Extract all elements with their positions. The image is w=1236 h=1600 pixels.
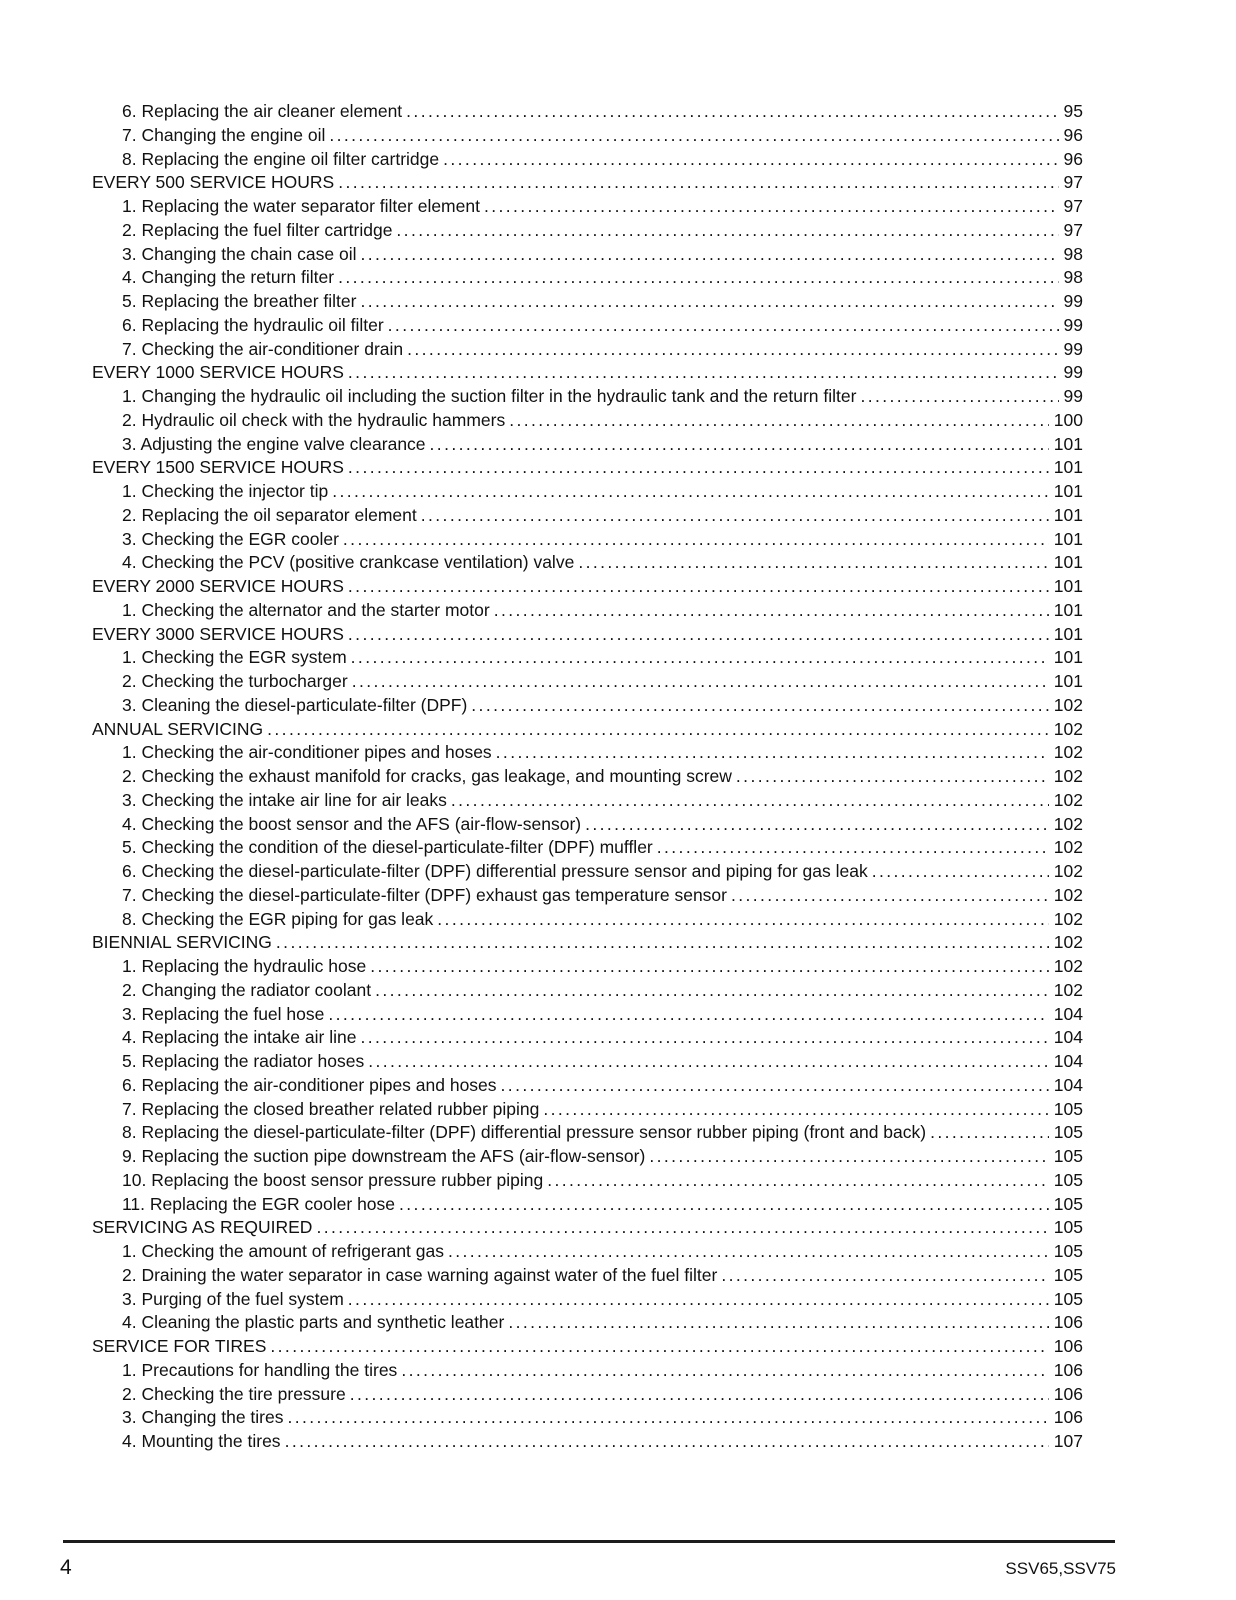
toc-entry-title: 6. Replacing the hydraulic oil filter xyxy=(122,314,384,335)
toc-entry-page-number: 104 xyxy=(1053,1003,1083,1024)
toc-dot-leader xyxy=(645,1145,1048,1169)
toc-entry-page-number: 105 xyxy=(1053,1241,1083,1261)
toc-entry-page-number: 99 xyxy=(1063,291,1083,311)
toc-entry-page-number: 107 xyxy=(1053,1431,1083,1451)
toc-entry-page-number: 101 xyxy=(1053,576,1083,596)
toc-item-entry xyxy=(92,1074,1083,1098)
toc-item-entry xyxy=(92,1026,1083,1050)
toc-entry-title: 3. Changing the chain case oil xyxy=(122,243,357,264)
toc-entry-page-number: 105 xyxy=(1053,1264,1083,1285)
toc-entry-title: 4. Cleaning the plastic parts and synthetic leather xyxy=(122,1312,505,1333)
toc-dot-leader xyxy=(727,884,1049,908)
toc-item-entry xyxy=(92,789,1083,813)
toc-entry-page-number: 104 xyxy=(1053,1074,1083,1095)
toc-dot-leader xyxy=(426,433,1049,457)
toc-entry-page-number: 100 xyxy=(1053,409,1083,430)
toc-entry-page-number: 106 xyxy=(1053,1312,1083,1333)
toc-entry-title: 3. Replacing the fuel hose xyxy=(122,1003,325,1024)
toc-item-entry xyxy=(92,100,1083,124)
toc-item-entry xyxy=(92,1383,1083,1407)
toc-entry-page-number: 106 xyxy=(1053,1383,1083,1404)
toc-entry-page-number: 105 xyxy=(1053,1193,1083,1214)
toc-item-entry xyxy=(92,243,1083,267)
toc-entry-page-number: 102 xyxy=(1053,908,1083,929)
toc-item-entry xyxy=(92,836,1083,860)
toc-entry-title: 6. Checking the diesel-particulate-filter (DPF) differential pressure sensor and piping for gas leak xyxy=(122,861,868,881)
toc-entry-title: 1. Changing the hydraulic oil including the suction filter in the hydraulic tank and the return filter xyxy=(122,386,857,406)
toc-dot-leader xyxy=(334,171,1058,195)
toc-entry-page-number: 102 xyxy=(1053,742,1083,763)
toc-entry-page-number: 97 xyxy=(1063,219,1083,240)
toc-entry-page-number: 102 xyxy=(1053,766,1083,786)
toc-dot-leader xyxy=(325,124,1058,148)
toc-entry-title: EVERY 1500 SERVICE HOURS xyxy=(92,457,344,478)
toc-entry-title: 3. Adjusting the engine valve clearance xyxy=(122,433,426,454)
toc-entry-title: SERVICING AS REQUIRED xyxy=(92,1217,313,1238)
toc-item-entry xyxy=(92,884,1083,908)
toc-dot-leader xyxy=(717,1264,1048,1288)
toc-entry-page-number: 101 xyxy=(1053,481,1083,501)
toc-item-entry xyxy=(92,314,1083,338)
toc-dot-leader xyxy=(490,599,1049,623)
toc-entry-title: 7. Checking the diesel-particulate-filter (DPF) exhaust gas temperature sensor xyxy=(122,884,727,905)
toc-entry-title: 1. Checking the EGR system xyxy=(122,647,347,668)
toc-dot-leader xyxy=(395,1193,1049,1217)
toc-entry-page-number: 105 xyxy=(1053,1217,1083,1238)
toc-entry-page-number: 101 xyxy=(1053,623,1083,644)
toc-item-entry xyxy=(92,1050,1083,1074)
toc-entry-title: 8. Checking the EGR piping for gas leak xyxy=(122,908,434,929)
toc-entry-page-number: 102 xyxy=(1053,861,1083,881)
toc-item-entry xyxy=(92,1193,1083,1217)
toc-entry-title: 7. Checking the air-conditioner drain xyxy=(122,338,404,359)
toc-item-entry xyxy=(92,504,1083,528)
toc-entry-title: 6. Replacing the air cleaner element xyxy=(122,101,403,121)
toc-entry-page-number: 99 xyxy=(1063,386,1083,406)
toc-dot-leader xyxy=(344,575,1049,599)
toc-entry-page-number: 99 xyxy=(1063,338,1083,359)
toc-entry-title: 3. Checking the EGR cooler xyxy=(122,528,339,549)
toc-item-entry xyxy=(92,124,1083,148)
toc-dot-leader xyxy=(497,1074,1049,1098)
toc-item-entry xyxy=(92,409,1083,433)
toc-entry-page-number: 96 xyxy=(1063,148,1083,169)
toc-entry-page-number: 101 xyxy=(1053,647,1083,668)
toc-dot-leader xyxy=(653,836,1049,860)
toc-item-entry xyxy=(92,1406,1083,1430)
toc-entry-title: 2. Checking the tire pressure xyxy=(122,1383,346,1404)
toc-entry-page-number: 106 xyxy=(1053,1359,1083,1380)
toc-dot-leader xyxy=(348,670,1049,694)
toc-dot-leader xyxy=(328,480,1049,504)
toc-dot-leader xyxy=(439,148,1058,172)
toc-item-entry xyxy=(92,1098,1083,1122)
toc-item-entry xyxy=(92,1121,1083,1145)
toc-entry-page-number: 101 xyxy=(1053,552,1083,573)
toc-item-entry xyxy=(92,1145,1083,1169)
toc-entry-page-number: 101 xyxy=(1053,433,1083,454)
toc-entry-title: 1. Checking the air-conditioner pipes and hoses xyxy=(122,742,492,763)
toc-entry-title: 3. Checking the intake air line for air leaks xyxy=(122,789,447,810)
toc-entry-title: 3. Purging of the fuel system xyxy=(122,1288,344,1309)
toc-section-entry xyxy=(92,171,1083,195)
toc-entry-title: 3. Cleaning the diesel-particulate-filter (DPF) xyxy=(122,694,468,715)
toc-dot-leader xyxy=(480,195,1059,219)
toc-entry-page-number: 105 xyxy=(1053,1169,1083,1190)
toc-entry-page-number: 101 xyxy=(1053,528,1083,549)
toc-item-entry xyxy=(92,955,1083,979)
toc-entry-title: 2. Replacing the fuel filter cartridge xyxy=(122,219,393,240)
toc-entry-page-number: 98 xyxy=(1063,267,1083,288)
toc-dot-leader xyxy=(539,1098,1048,1122)
toc-item-entry xyxy=(92,266,1083,290)
toc-dot-leader xyxy=(324,1003,1048,1027)
toc-entry-page-number: 102 xyxy=(1053,932,1083,953)
toc-entry-title: 8. Replacing the diesel-particulate-filter (DPF) differential pressure sensor rubber piping (front and back) xyxy=(122,1122,927,1143)
toc-entry-title: 1. Checking the alternator and the starter motor xyxy=(122,599,490,620)
footer-divider xyxy=(63,1540,1115,1543)
toc-dot-leader xyxy=(492,741,1049,765)
toc-dot-leader xyxy=(397,1359,1048,1383)
toc-dot-leader xyxy=(344,623,1049,647)
toc-entry-title: 1. Checking the injector tip xyxy=(122,481,329,501)
toc-dot-leader xyxy=(266,1335,1048,1359)
toc-item-entry xyxy=(92,979,1083,1003)
toc-entry-page-number: 105 xyxy=(1053,1122,1083,1143)
toc-dot-leader xyxy=(366,955,1049,979)
toc-dot-leader xyxy=(433,908,1049,932)
toc-dot-leader xyxy=(339,528,1049,552)
toc-entry-title: 10. Replacing the boost sensor pressure rubber piping xyxy=(122,1169,544,1190)
toc-section-entry xyxy=(92,718,1083,742)
toc-entry-page-number: 102 xyxy=(1053,694,1083,715)
toc-entry-title: 4. Replacing the intake air line xyxy=(122,1027,357,1048)
toc-item-entry xyxy=(92,599,1083,623)
toc-entry-title: 8. Replacing the engine oil filter cartridge xyxy=(122,148,440,169)
toc-entry-title: EVERY 3000 SERVICE HOURS xyxy=(92,623,344,644)
toc-entry-title: EVERY 2000 SERVICE HOURS xyxy=(92,576,344,596)
toc-item-entry xyxy=(92,1003,1083,1027)
toc-item-entry xyxy=(92,1359,1083,1383)
toc-dot-leader xyxy=(402,100,1058,124)
toc-item-entry xyxy=(92,219,1083,243)
toc-dot-leader xyxy=(356,1026,1048,1050)
toc-item-entry xyxy=(92,1240,1083,1264)
toc-entry-title: 2. Replacing the oil separator element xyxy=(122,504,417,525)
toc-dot-leader xyxy=(344,361,1059,385)
toc-dot-leader xyxy=(732,765,1049,789)
toc-item-entry xyxy=(92,1288,1083,1312)
toc-dot-leader xyxy=(417,504,1049,528)
toc-entry-title: 4. Mounting the tires xyxy=(122,1431,281,1451)
toc-entry-title: 2. Checking the turbocharger xyxy=(122,671,348,691)
toc-item-entry xyxy=(92,741,1083,765)
footer-page-number: 4 xyxy=(60,1556,72,1579)
toc-entry-title: 5. Replacing the radiator hoses xyxy=(122,1051,365,1071)
toc-entry-title: BIENNIAL SERVICING xyxy=(92,932,272,953)
toc-entry-page-number: 105 xyxy=(1053,1288,1083,1309)
toc-entry-page-number: 105 xyxy=(1053,1146,1083,1166)
toc-entry-title: 1. Replacing the hydraulic hose xyxy=(122,956,367,976)
toc-dot-leader xyxy=(364,1050,1049,1074)
toc-item-entry xyxy=(92,148,1083,172)
toc-dot-leader xyxy=(574,551,1048,575)
toc-entry-title: 7. Changing the engine oil xyxy=(122,124,326,145)
toc-entry-page-number: 102 xyxy=(1053,884,1083,905)
toc-item-entry xyxy=(92,1169,1083,1193)
toc-entry-title: 3. Changing the tires xyxy=(122,1407,284,1428)
toc-dot-leader xyxy=(403,338,1058,362)
toc-entry-page-number: 104 xyxy=(1053,1051,1083,1071)
toc-entry-title: 1. Replacing the water separator filter element xyxy=(122,196,480,216)
toc-item-entry xyxy=(92,1430,1083,1454)
toc-dot-leader xyxy=(371,979,1049,1003)
toc-dot-leader xyxy=(344,1288,1049,1312)
toc-entry-title: 1. Precautions for handling the tires xyxy=(122,1359,398,1380)
toc-entry-title: 5. Replacing the breather filter xyxy=(122,291,357,311)
toc-dot-leader xyxy=(444,1240,1049,1264)
toc-entry-page-number: 102 xyxy=(1053,956,1083,976)
toc-dot-leader xyxy=(356,243,1058,267)
toc-entry-page-number: 98 xyxy=(1063,243,1083,264)
toc-entry-page-number: 106 xyxy=(1053,1407,1083,1428)
toc-dot-leader xyxy=(581,813,1049,837)
toc-dot-leader xyxy=(543,1169,1049,1193)
toc-entry-page-number: 95 xyxy=(1063,101,1083,121)
toc-entry-page-number: 102 xyxy=(1053,718,1083,739)
toc-item-entry xyxy=(92,290,1083,314)
toc-item-entry xyxy=(92,433,1083,457)
toc-dot-leader xyxy=(272,931,1049,955)
toc-entry-page-number: 96 xyxy=(1063,124,1083,145)
toc-section-entry xyxy=(92,931,1083,955)
toc-entry-page-number: 99 xyxy=(1063,362,1083,383)
toc-item-entry xyxy=(92,908,1083,932)
toc-entry-title: 4. Checking the boost sensor and the AFS (air-flow-sensor) xyxy=(122,813,582,834)
toc-entry-title: 11. Replacing the EGR cooler hose xyxy=(122,1193,396,1214)
toc-item-entry xyxy=(92,860,1083,884)
toc-entry-page-number: 102 xyxy=(1053,789,1083,810)
toc-dot-leader xyxy=(356,290,1058,314)
toc-item-entry xyxy=(92,528,1083,552)
toc-entry-title: 4. Changing the return filter xyxy=(122,267,335,288)
toc-entry-title: 2. Changing the radiator coolant xyxy=(122,979,372,1000)
toc-entry-page-number: 97 xyxy=(1063,196,1083,216)
toc-dot-leader xyxy=(392,219,1058,243)
toc-item-entry xyxy=(92,1264,1083,1288)
toc-entry-page-number: 102 xyxy=(1053,979,1083,1000)
toc-item-entry xyxy=(92,813,1083,837)
toc-item-entry xyxy=(92,765,1083,789)
toc-dot-leader xyxy=(926,1121,1049,1145)
toc-entry-title: 2. Draining the water separator in case warning against water of the fuel filter xyxy=(122,1264,718,1285)
toc-entry-page-number: 105 xyxy=(1053,1098,1083,1119)
toc-item-entry xyxy=(92,646,1083,670)
toc-entry-title: 2. Hydraulic oil check with the hydraulic hammers xyxy=(122,409,506,430)
toc-dot-leader xyxy=(856,385,1058,409)
toc-list xyxy=(92,100,1083,1454)
toc-entry-page-number: 106 xyxy=(1053,1336,1083,1356)
toc-dot-leader xyxy=(505,409,1049,433)
toc-entry-page-number: 97 xyxy=(1063,172,1083,193)
toc-entry-page-number: 101 xyxy=(1053,504,1083,525)
toc-entry-title: 1. Checking the amount of refrigerant gas xyxy=(122,1241,444,1261)
toc-section-entry xyxy=(92,623,1083,647)
toc-entry-page-number: 99 xyxy=(1063,314,1083,335)
toc-entry-title: 5. Checking the condition of the diesel-particulate-filter (DPF) muffler xyxy=(122,837,653,858)
toc-dot-leader xyxy=(284,1406,1049,1430)
toc-item-entry xyxy=(92,480,1083,504)
toc-dot-leader xyxy=(346,1383,1049,1407)
toc-entry-page-number: 101 xyxy=(1053,671,1083,691)
toc-entry-page-number: 101 xyxy=(1053,599,1083,620)
toc-entry-title: EVERY 500 SERVICE HOURS xyxy=(92,172,335,193)
toc-item-entry xyxy=(92,551,1083,575)
toc-section-entry xyxy=(92,1216,1083,1240)
toc-item-entry xyxy=(92,338,1083,362)
toc-section-entry xyxy=(92,361,1083,385)
toc-entry-page-number: 104 xyxy=(1053,1027,1083,1048)
toc-dot-leader xyxy=(467,694,1049,718)
toc-item-entry xyxy=(92,385,1083,409)
toc-entry-title: SERVICE FOR TIRES xyxy=(92,1336,267,1356)
toc-entry-title: EVERY 1000 SERVICE HOURS xyxy=(92,362,344,383)
toc-dot-leader xyxy=(281,1430,1049,1454)
toc-section-entry xyxy=(92,456,1083,480)
toc-dot-leader xyxy=(504,1311,1048,1335)
toc-section-entry xyxy=(92,575,1083,599)
toc-section-entry xyxy=(92,1335,1083,1359)
toc-entry-title: 9. Replacing the suction pipe downstream the AFS (air-flow-sensor) xyxy=(122,1146,646,1166)
toc-entry-title: 4. Checking the PCV (positive crankcase ventilation) valve xyxy=(122,552,575,573)
toc-dot-leader xyxy=(334,266,1058,290)
toc-entry-title: 2. Checking the exhaust manifold for cracks, gas leakage, and mounting screw xyxy=(122,766,732,786)
toc-dot-leader xyxy=(447,789,1049,813)
toc-dot-leader xyxy=(312,1216,1048,1240)
toc-item-entry xyxy=(92,195,1083,219)
toc-dot-leader xyxy=(384,314,1059,338)
toc-item-entry xyxy=(92,1311,1083,1335)
toc-entry-title: 6. Replacing the air-conditioner pipes and hoses xyxy=(122,1074,497,1095)
footer-model-label: SSV65,SSV75 xyxy=(1005,1559,1116,1578)
toc-entry-page-number: 102 xyxy=(1053,813,1083,834)
toc-item-entry xyxy=(92,694,1083,718)
toc-dot-leader xyxy=(263,718,1049,742)
toc-entry-page-number: 102 xyxy=(1053,837,1083,858)
toc-entry-title: 7. Replacing the closed breather related rubber piping xyxy=(122,1098,540,1119)
toc-entry-title: ANNUAL SERVICING xyxy=(92,718,264,739)
toc-dot-leader xyxy=(344,456,1049,480)
toc-dot-leader xyxy=(868,860,1049,884)
toc-dot-leader xyxy=(347,646,1049,670)
toc-item-entry xyxy=(92,670,1083,694)
toc-entry-page-number: 101 xyxy=(1053,457,1083,478)
